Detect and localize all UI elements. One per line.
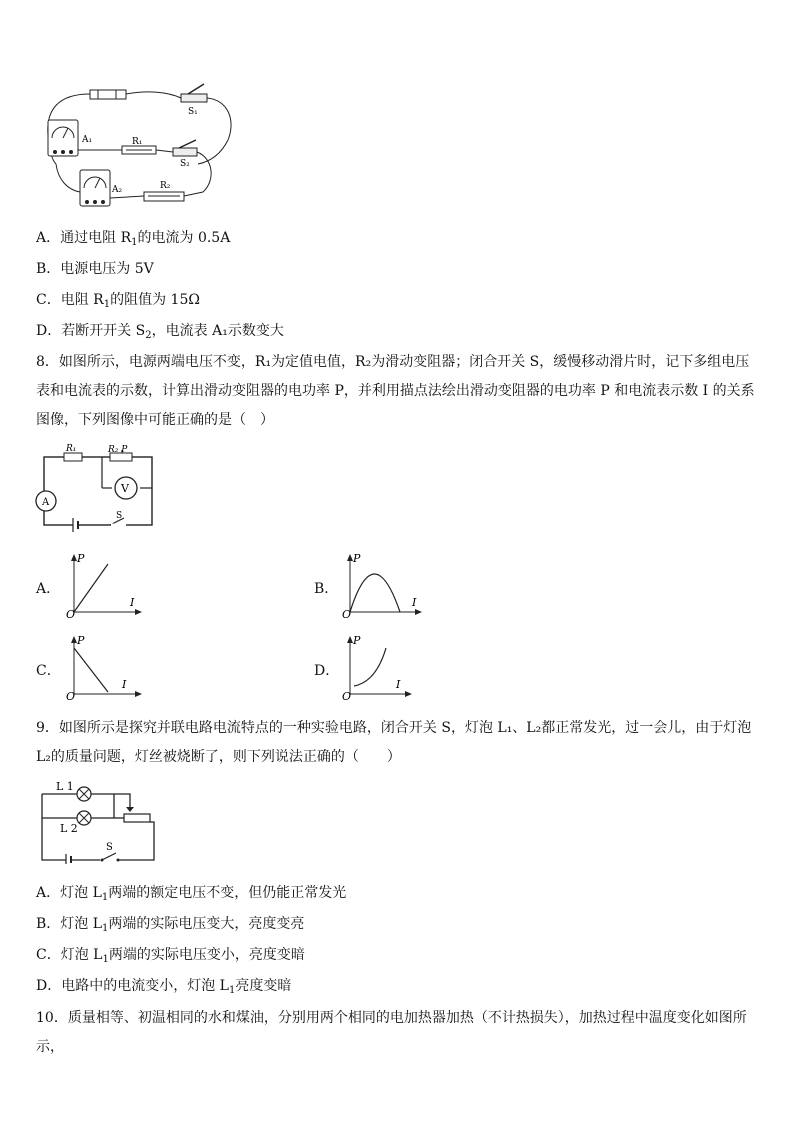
q8-option-b-graph[interactable] xyxy=(340,552,426,621)
axis-i-label: I xyxy=(412,596,417,609)
axis-origin-label: O xyxy=(342,690,352,703)
label-r2-p: R₂ P xyxy=(108,445,128,455)
q7-option-a[interactable]: A．通过电阻 $R_1$的电流为 0.5A xyxy=(36,230,231,248)
q8-option-a-graph[interactable] xyxy=(64,552,144,621)
battery-icon xyxy=(90,90,126,99)
label-s2: S₂ xyxy=(180,159,190,169)
label-v: V xyxy=(121,482,129,495)
q8-option-d-graph[interactable] xyxy=(340,634,420,703)
q7-option-c[interactable]: C．电阻 $R_1$的阻值为 15Ω xyxy=(36,292,200,310)
label-a: A xyxy=(42,497,50,508)
axis-origin-label: O xyxy=(342,608,352,621)
label-s1: S₁ xyxy=(188,107,198,117)
q9-question-text: 9．如图所示是探究并联电路电流特点的一种实验电路，闭合开关 S，灯泡 L₁、L₂都正常发光，过一会儿，由于灯泡 L₂的质量问题，灯丝被烧断了，则下列说法正确的（ ） xyxy=(36,720,752,765)
graph-curve xyxy=(74,648,108,692)
graph-curve xyxy=(354,648,386,686)
q7-option-d[interactable]: D．若断开开关 $S_2$，电流表 A₁示数变大 xyxy=(36,323,284,341)
axis-p-label: P xyxy=(77,552,85,565)
label-a1: A₁ xyxy=(82,135,93,145)
label-s: S xyxy=(106,842,113,853)
label-r1: R₁ xyxy=(66,444,77,454)
axis-p-label: P xyxy=(77,634,85,647)
label-l2: L 2 xyxy=(60,822,78,835)
q8-option-a-label[interactable]: A． xyxy=(36,581,61,597)
axis-origin-label: O xyxy=(66,690,76,703)
rheostat-icon xyxy=(124,814,150,822)
q8-option-d-label[interactable]: D． xyxy=(314,663,340,679)
q8-option-c-graph[interactable] xyxy=(64,634,144,703)
axis-i-label: I xyxy=(396,678,401,691)
switch-s1-icon xyxy=(181,94,207,102)
q9-option-d[interactable]: D．电路中的电流变小，灯泡 $L_1$亮度变暗 xyxy=(36,978,292,996)
q7-circuit-figure xyxy=(38,80,238,220)
axis-p-label: P xyxy=(353,634,361,647)
q8-option-b-label[interactable]: B． xyxy=(314,581,339,597)
q9-option-c[interactable]: C．灯泡 $L_1$两端的实际电压变小，亮度变暗 xyxy=(36,947,305,965)
q9-option-b[interactable]: B．灯泡 $L_1$两端的实际电压变大，亮度变亮 xyxy=(36,916,305,934)
resistor-r1-icon xyxy=(64,453,82,461)
q8-circuit-figure xyxy=(38,444,158,532)
q9-circuit-figure xyxy=(38,778,160,864)
graph-curve xyxy=(350,574,400,612)
q8-question-text: 8．如图所示，电源两端电压不变，R₁为定值电值，R₂为滑动变阻器；闭合开关 S，缓慢移动滑片时，记下多组电压表和电流表的示数，计算出滑动变阻器的电功率 P，并利用描点法绘出滑动变阻器的电功率 P 和电流表示数 I 的关系图像，下列图像中可能正确的是（ ） xyxy=(36,354,755,428)
axis-origin-label: O xyxy=(66,608,76,621)
graph-curve xyxy=(74,564,108,612)
q9-option-a[interactable]: A．灯泡 $L_1$两端的额定电压不变，但仍能正常发光 xyxy=(36,885,347,903)
axis-i-label: I xyxy=(130,596,135,609)
q8-option-c-label[interactable]: C． xyxy=(36,663,61,679)
label-l1: L 1 xyxy=(56,780,74,793)
label-r1: R₁ xyxy=(132,137,143,147)
q10-question-text: 10．质量相等、初温相同的水和煤油，分别用两个相同的电加热器加热（不计热损失），加热过程中温度变化如图所示， xyxy=(36,1010,747,1055)
label-s: S xyxy=(116,511,123,521)
q7-option-b[interactable]: B．电源电压为 5V xyxy=(36,261,154,277)
switch-s2-icon xyxy=(173,148,197,156)
label-a2: A₂ xyxy=(112,185,123,195)
label-r2: R₂ xyxy=(160,181,171,191)
axis-p-label: P xyxy=(353,552,361,565)
axis-i-label: I xyxy=(122,678,127,691)
